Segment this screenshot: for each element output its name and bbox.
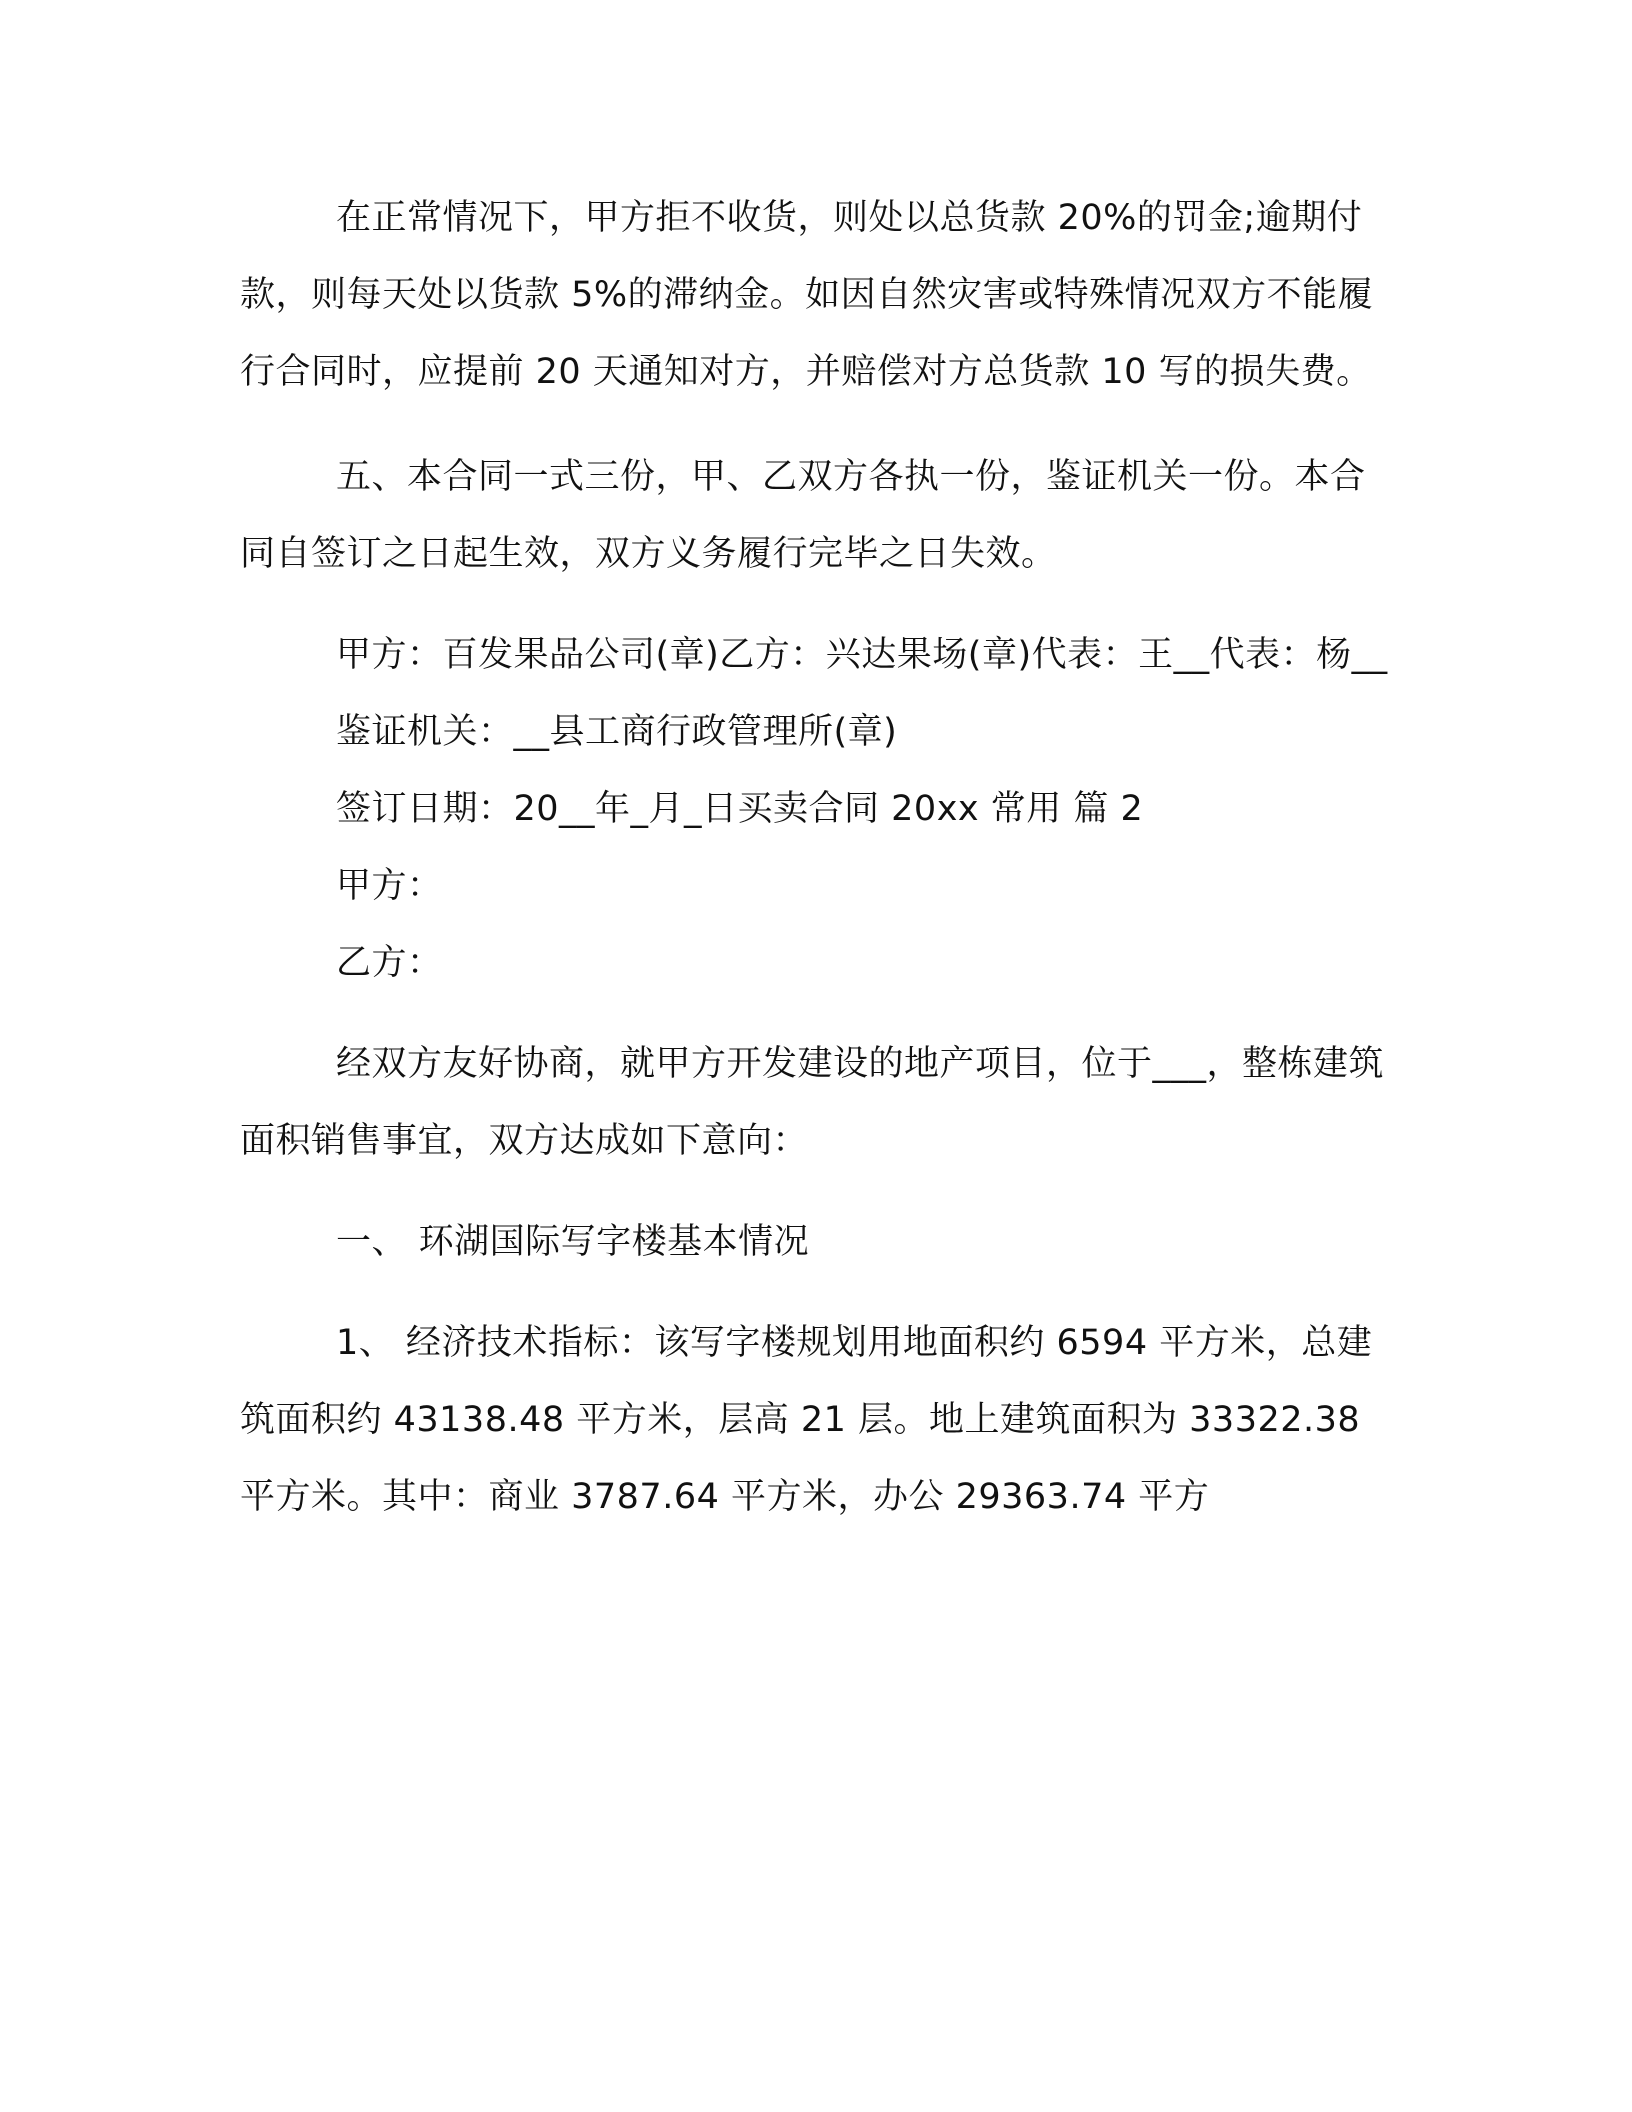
- document-body: [240, 180, 1400, 1536]
- paragraph-authentication-office: 鉴证机关：__县工商行政管理所(章): [336, 712, 898, 752]
- paragraph-penalty-clause: 在正常情况下，甲方拒不收货，则处以总货款 20%的罚金;逾期付款，则每天处以货款 5%的滞纳金。如因自然灾害或特殊情况双方不能履行合同时，应提前 20 天通知对方，并赔偿对方总货款 10 写的损失费。: [240, 198, 1374, 392]
- paragraph-technical-indicators: 1、 经济技术指标：该写字楼规划用地面积约 6594 平方米，总建筑面积约 43138.48 平方米，层高 21 层。地上建筑面积为 33322.38 平方米。其中：商业 3787.64 平方米，办公 29363.74 平方: [240, 1323, 1373, 1517]
- paragraph-negotiation-intro: 经双方友好协商，就甲方开发建设的地产项目，位于___，整栋建筑面积销售事宜，双方达成如下意向：: [240, 1044, 1385, 1161]
- paragraph-party-b: 乙方：: [336, 943, 443, 983]
- paragraph-party-a: 甲方：: [336, 866, 443, 906]
- paragraph-parties-signatures: 甲方：百发果品公司(章)乙方：兴达果场(章)代表：王__代表：杨__: [336, 635, 1388, 675]
- heading-building-overview: 一、 环湖国际写字楼基本情况: [336, 1222, 810, 1262]
- paragraph-signing-date: 签订日期：20__年_月_日买卖合同 20xx 常用 篇 2: [336, 789, 1144, 829]
- paragraph-copies-clause: 五、本合同一式三份，甲、乙双方各执一份，鉴证机关一份。本合同自签订之日起生效，双方义务履行完毕之日失效。: [240, 457, 1366, 574]
